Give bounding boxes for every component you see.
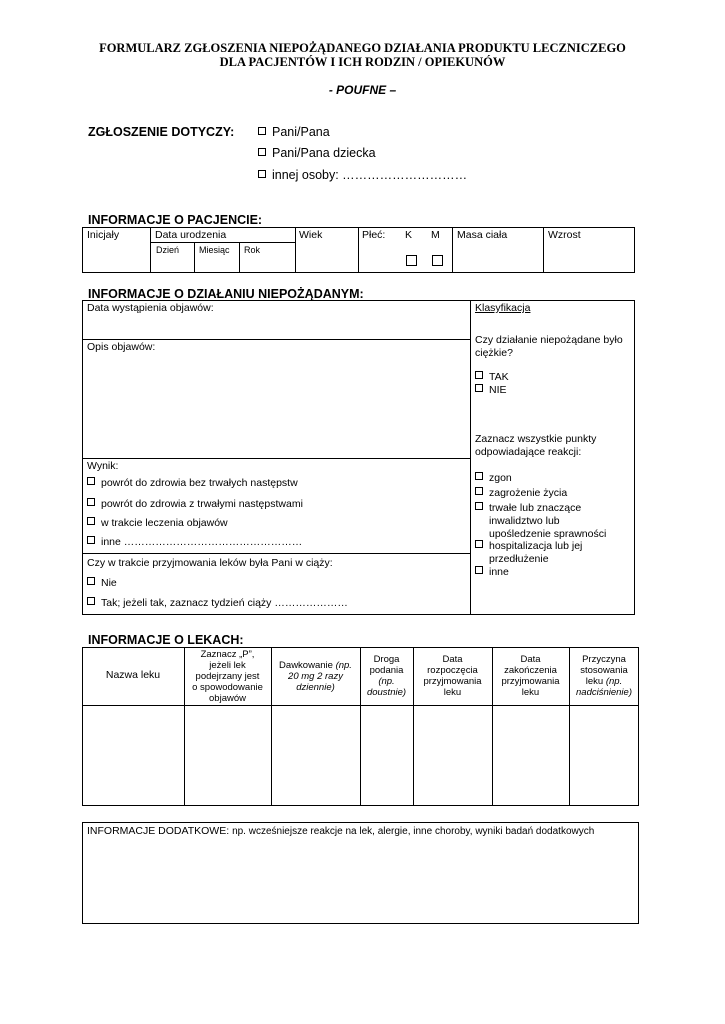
male-checkbox[interactable]: [432, 255, 443, 266]
checkbox-icon[interactable]: [87, 498, 95, 506]
checkbox-icon[interactable]: [87, 597, 95, 605]
criterion-death[interactable]: zgon: [475, 472, 512, 484]
col-route: Droga podania (np. doustnie): [366, 654, 407, 698]
form-title-line-1: FORMULARZ ZGŁOSZENIA NIEPOŻĄDANEGO DZIAŁANIA PRODUKTU LECZNICZEGO: [99, 41, 626, 55]
option-child[interactable]: Pani/Pana dziecka: [258, 146, 376, 160]
day-label: Dzień: [156, 245, 180, 255]
col-end-date: Data zakończenia przyjmowania leku: [501, 654, 560, 698]
classification-label: Klasyfikacja: [475, 302, 531, 314]
serious-option-yes[interactable]: TAK: [475, 371, 509, 383]
checkbox-icon[interactable]: [87, 536, 95, 544]
weight-label: Masa ciała: [457, 229, 508, 241]
checkbox-icon[interactable]: [258, 148, 266, 156]
col-drug-name: Nazwa leku: [105, 669, 161, 681]
checkbox-icon[interactable]: [87, 517, 95, 525]
pregnancy-option-no[interactable]: Nie: [87, 577, 117, 589]
outcome-label: Wynik:: [87, 460, 119, 472]
checkbox-icon[interactable]: [475, 472, 483, 480]
option-self[interactable]: Pani/Pana: [258, 125, 330, 139]
patient-section-heading: INFORMACJE O PACJENCIE:: [88, 213, 263, 227]
female-label: K: [405, 229, 413, 241]
criterion-life-threat[interactable]: zagrożenie życia: [475, 487, 567, 499]
col-reason: Przyczyna stosowania leku (np. nadciśnienie): [576, 654, 632, 698]
symptoms-label: Opis objawów:: [87, 341, 156, 353]
sex-label: Płeć:: [362, 229, 386, 241]
year-label: Rok: [244, 245, 261, 255]
age-label: Wiek: [299, 229, 323, 241]
additional-info-label: INFORMACJE DODATKOWE: np. wcześniejsze reakcje na lek, alergie, inne choroby, wyniki badań dodatkowych: [87, 825, 595, 837]
drugs-entry-area[interactable]: [83, 706, 638, 805]
checkbox-icon[interactable]: [475, 384, 483, 392]
birth-date-label: Data urodzenia: [155, 229, 227, 241]
report-concerns-label: ZGŁOSZENIE DOTYCZY:: [88, 125, 235, 139]
serious-question-line-2: ciężkie?: [475, 347, 513, 359]
col-suspect: Zaznacz „P”, jeżeli lek podejrzany jest o spowodowanie objawów: [192, 649, 263, 704]
initials-label: Inicjały: [87, 229, 120, 241]
month-label: Miesiąc: [199, 245, 230, 255]
onset-date-label: Data wystąpienia objawów:: [87, 302, 214, 314]
checkbox-icon[interactable]: [87, 577, 95, 585]
outcome-option-3[interactable]: w trakcie leczenia objawów: [87, 517, 228, 529]
reaction-section-heading: INFORMACJE O DZIAŁANIU NIEPOŻĄDANYM:: [88, 287, 364, 301]
criterion-hospitalization[interactable]: hospitalizacja lub jej: [475, 540, 582, 552]
criterion-disability[interactable]: trwałe lub znaczące: [475, 502, 581, 514]
serious-question-line-1: Czy działanie niepożądane było: [475, 334, 623, 346]
outcome-option-4[interactable]: inne ……………………………………………: [87, 536, 302, 548]
checkbox-icon[interactable]: [475, 566, 483, 574]
male-label: M: [431, 229, 440, 241]
pregnancy-option-yes[interactable]: Tak; jeżeli tak, zaznacz tydzień ciąży …………………: [87, 597, 348, 609]
form-title-line-2: DLA PACJENTÓW I ICH RODZIN / OPIEKUNÓW: [219, 55, 506, 69]
height-label: Wzrost: [548, 229, 581, 241]
checkbox-icon[interactable]: [475, 502, 483, 510]
outcome-option-2[interactable]: powrót do zdrowia z trwałymi następstwami: [87, 498, 303, 510]
additional-info-box[interactable]: [82, 822, 639, 924]
criterion-disability-line-2: inwalidztwo lub: [489, 515, 560, 527]
outcome-option-1[interactable]: powrót do zdrowia bez trwałych następstw: [87, 477, 298, 489]
checkbox-icon[interactable]: [475, 371, 483, 379]
checkbox-icon[interactable]: [258, 127, 266, 135]
female-checkbox[interactable]: [406, 255, 417, 266]
col-dosage: Dawkowanie (np. 20 mg 2 razy dziennie): [279, 660, 352, 693]
checkbox-icon[interactable]: [258, 170, 266, 178]
checkbox-icon[interactable]: [475, 540, 483, 548]
criterion-other[interactable]: inne: [475, 566, 509, 578]
criterion-hospitalization-line-2: przedłużenie: [489, 553, 549, 565]
confidential-label: - POUFNE –: [328, 83, 397, 97]
criterion-disability-line-3: upośledzenie sprawności: [489, 528, 607, 540]
serious-option-no[interactable]: NIE: [475, 384, 507, 396]
option-other-person[interactable]: innej osoby: …………………………: [258, 168, 467, 182]
criteria-line-2: odpowiadające reakcji:: [475, 446, 582, 458]
pregnancy-question: Czy w trakcie przyjmowania leków była Pani w ciąży:: [87, 557, 333, 569]
checkbox-icon[interactable]: [475, 487, 483, 495]
col-start-date: Data rozpoczęcia przyjmowania leku: [423, 654, 482, 698]
checkbox-icon[interactable]: [87, 477, 95, 485]
criteria-line-1: Zaznacz wszystkie punkty: [475, 433, 597, 445]
drugs-section-heading: INFORMACJE O LEKACH:: [88, 633, 244, 647]
